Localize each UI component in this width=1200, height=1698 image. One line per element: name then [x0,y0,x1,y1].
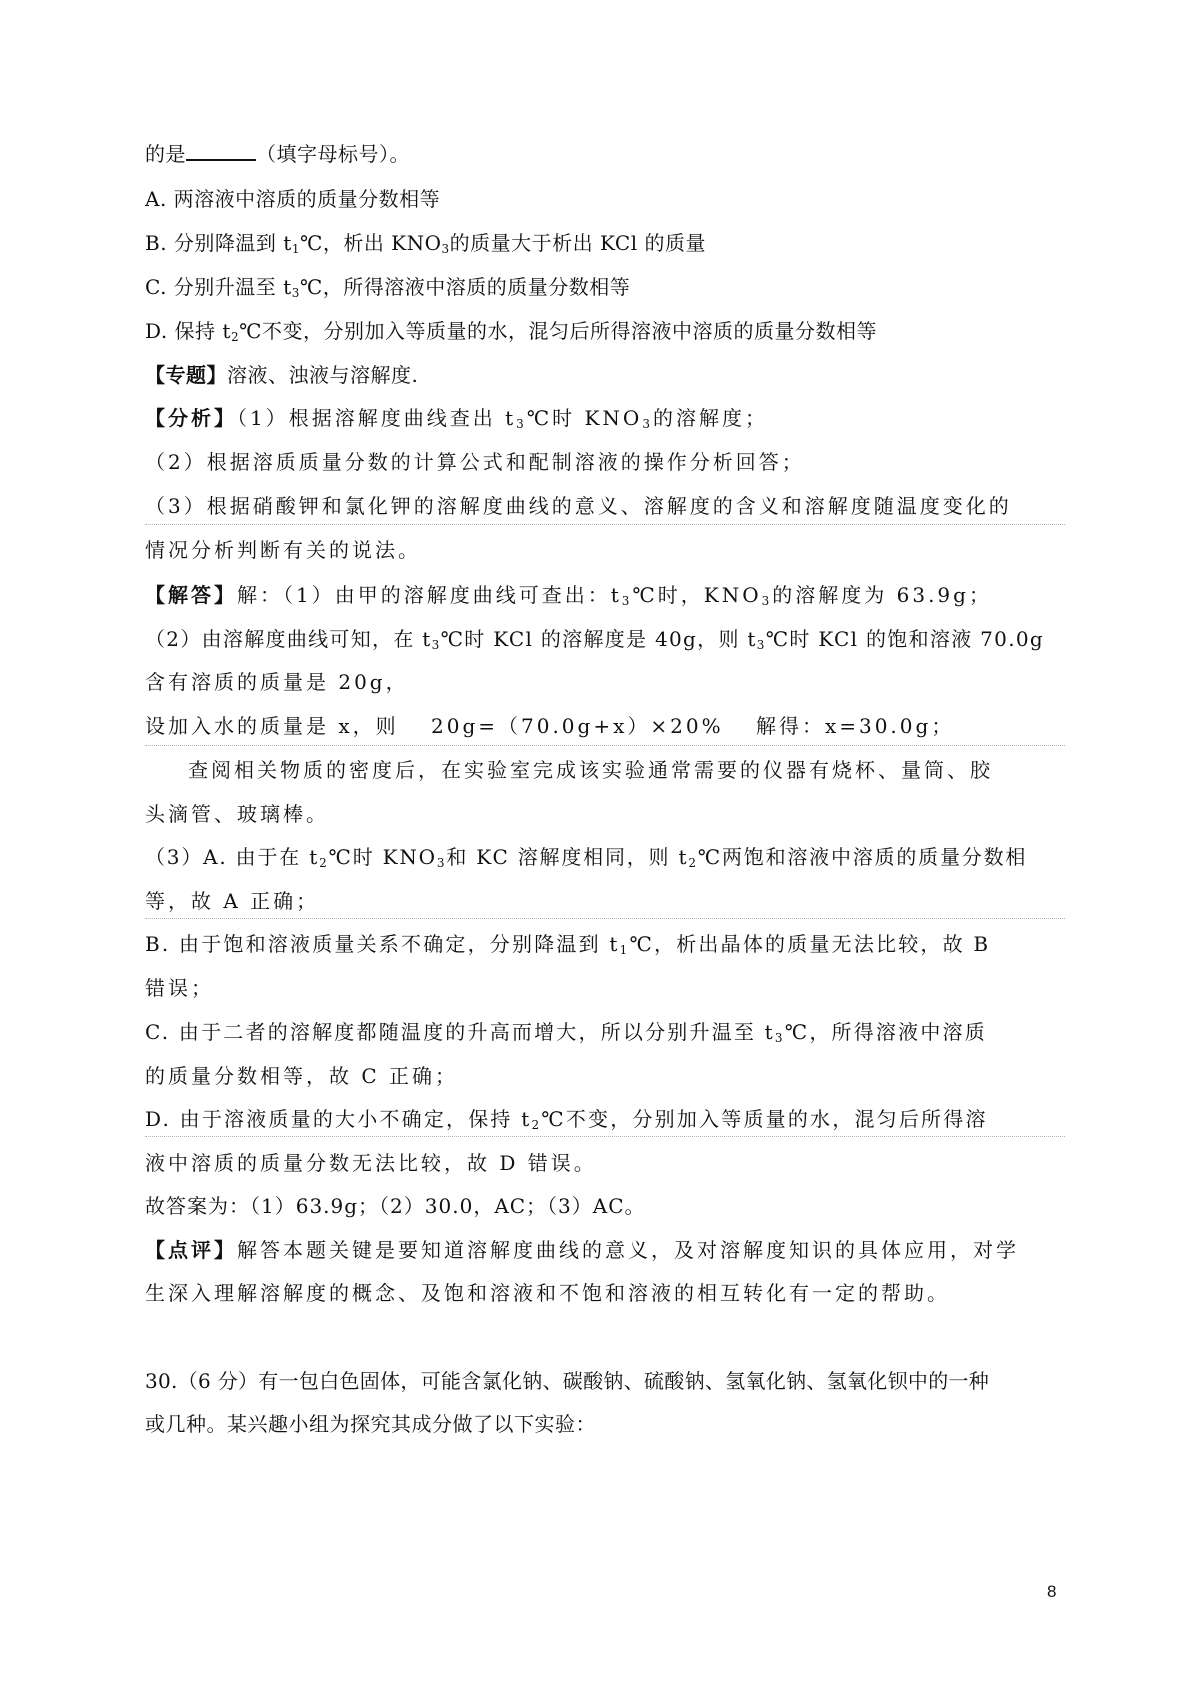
answer-line-15: 故答案为：（1）63.9g；（2）30.0，AC；（3）AC。 [145,1194,646,1218]
option-c: C. 分别升温至 $t_3℃$，所得溶液中溶质的质量分数相等 [145,275,631,300]
answer-blank [186,141,256,161]
analysis-line-1: 【分析】（1）根据溶解度曲线查出 $t_3℃$时 $KNO_3$的溶解度； [145,406,768,431]
option-b: B. 分别降温到 $t_1℃$，析出 $KNO_3$的质量大于析出 KCl 的质量 [145,231,706,256]
dotted-separator [145,1136,1065,1137]
comment-line-1: 【点评】解答本题关键是要知道溶解度曲线的意义，及对溶解度知识的具体应用，对学 [145,1238,1019,1262]
topic-label: 【专题】 [145,363,227,387]
answer-line-6: 头滴管、玻璃棒。 [145,802,329,826]
question-30-line-1: 30.（6 分）有一包白色固体，可能含氯化钠、碳酸钠、硫酸钠、氢氧化钠、氢氧化钡中的一种 [145,1369,990,1393]
dotted-separator [145,524,1065,525]
answer-line-13: D. 由于溶液质量的大小不确定，保持 $t_2℃$不变，分别加入等质量的水，混匀后所得溶 [145,1107,988,1132]
analysis-line-4: 情况分析判断有关的说法。 [145,538,421,562]
answer-label: 【解答】 [145,583,237,607]
answer-line-1: 【解答】解：（1）由甲的溶解度曲线可查出：$t_3℃$时，$KNO_3$的溶解度为 63.9g； [145,583,992,608]
dotted-separator [145,918,1065,919]
answer-line-10: 错误； [145,976,214,1000]
dotted-separator [145,745,1065,746]
answer-line-2: （2）由溶解度曲线可知，在 $t_3℃$时 KCl 的溶解度是 40g，则 $t_3℃$时 KCl 的饱和溶液 70.0g [145,627,1044,652]
answer-line-3: 含有溶质的质量是 20g， [145,670,409,694]
comment-line-2: 生深入理解溶解度的概念、及饱和溶液和不饱和溶液的相互转化有一定的帮助。 [145,1281,950,1305]
analysis-line-2: （2）根据溶质质量分数的计算公式和配制溶液的操作分析回答； [145,450,805,474]
answer-line-14: 液中溶质的质量分数无法比较，故 D 错误。 [145,1151,597,1175]
analysis-label: 【分析】 [145,406,237,430]
option-a: A. 两溶液中溶质的质量分数相等 [145,187,441,211]
comment-label: 【点评】 [145,1238,237,1262]
q29-stem: 的是 （填字母标号）。 [145,142,410,166]
answer-line-12: 的质量分数相等，故 C 正确； [145,1064,459,1088]
page-number: 8 [1047,1582,1057,1601]
option-d: D. 保持 $t_2℃$不变，分别加入等质量的水，混匀后所得溶液中溶质的质量分数相等 [145,319,877,344]
answer-line-9: B. 由于饱和溶液质量关系不确定，分别降温到 $t_1℃$，析出晶体的质量无法比较，故 B [145,932,991,957]
topic-line: 【专题】溶液、浊液与溶解度. [145,363,419,387]
analysis-line-3: （3）根据硝酸钾和氯化钾的溶解度曲线的意义、溶解度的含义和溶解度随温度变化的 [145,494,1012,518]
answer-line-5: 查阅相关物质的密度后，在实验室完成该实验通常需要的仪器有烧杯、量筒、胶 [188,758,993,782]
question-30-line-2: 或几种。某兴趣小组为探究其成分做了以下实验： [145,1412,596,1436]
answer-line-7: （3）A. 由于在 $t_2℃$时 $KNO_3$和 KC 溶解度相同，则 $t_2℃$两饱和溶液中溶质的质量分数相 [145,845,1028,870]
answer-line-4: 设加入水的质量是 x，则 20g=（70.0g+x）×20% 解得：x=30.0g； [145,714,955,738]
answer-line-8: 等，故 A 正确； [145,889,320,913]
answer-line-11: C. 由于二者的溶解度都随温度的升高而增大，所以分别升温至 $t_3℃$，所得溶液中溶质 [145,1020,987,1045]
